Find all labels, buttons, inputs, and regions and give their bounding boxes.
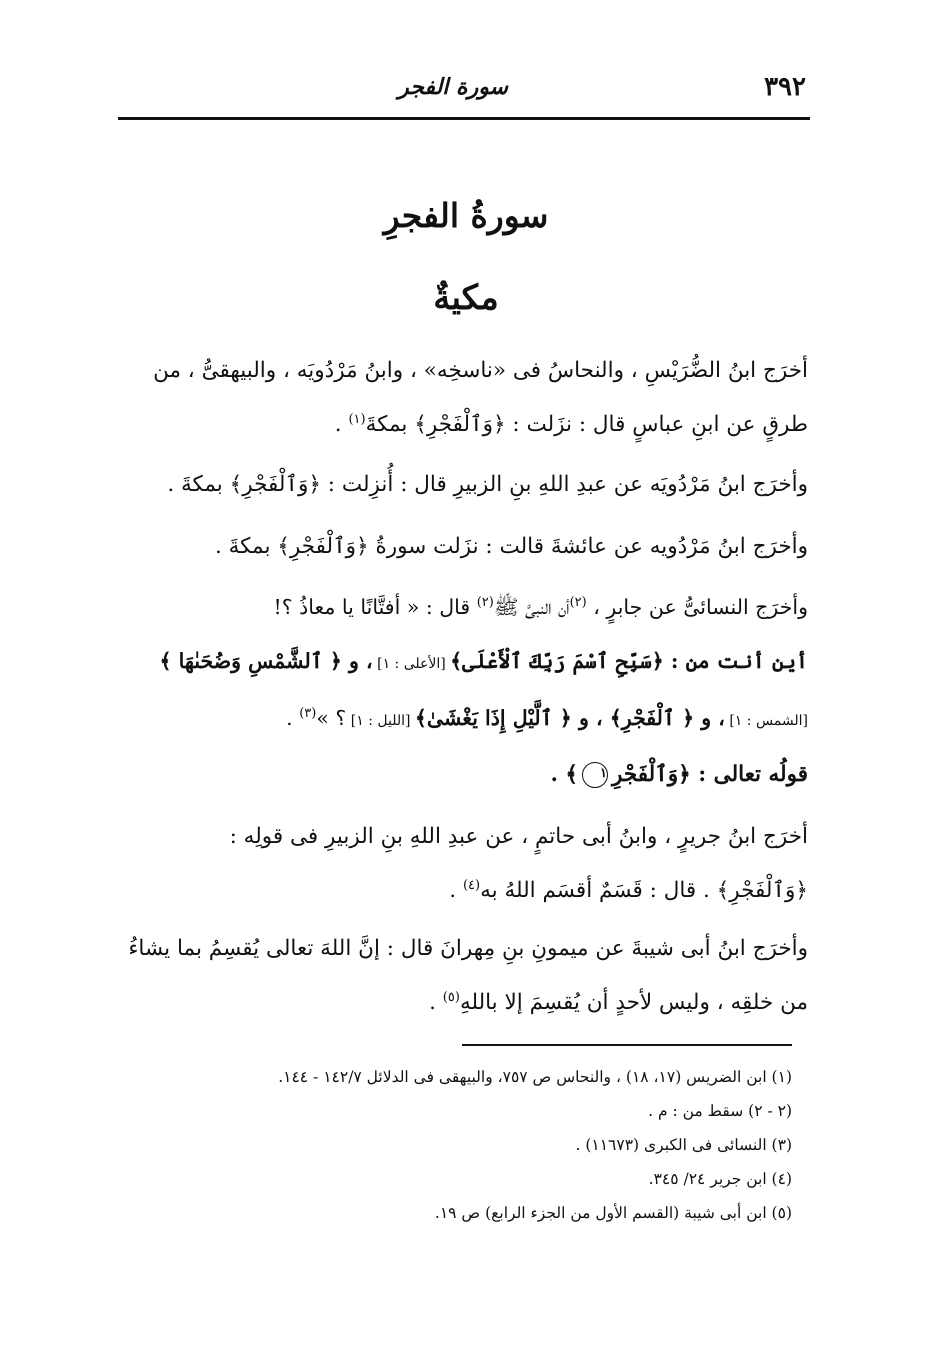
text-run: . [449, 878, 463, 903]
verse-reference: [الشمس : ١] [724, 713, 808, 729]
footnote-1: (١) ابن الضريس (١٧، ١٨) ، والنحاس ص ٧٥٧، والبيهقى فى الدلائل ١٤٢/٧ - ١٤٤. [278, 1068, 792, 1086]
paragraph-line [116, 691, 808, 748]
running-title: سورة الفجر [398, 74, 508, 100]
paragraph-line: أخرَج ابنُ الضُّرَيْسِ ، والنحاسُ فى «ناسخِه» ، وابنُ مَرْدُويَه ، والبيهقىُّ ، من [153, 358, 808, 383]
paragraph-line: وأخرَج ابنُ أبى شيبةَ عن ميمونِ بنِ مِهرانَ قال : إنَّ اللهَ تعالى يُقسِمُ بما يشاءُ [128, 936, 808, 961]
footnote-3: (٣) النسائى فى الكبرى (١١٦٧٣) . [575, 1136, 792, 1154]
text-run: قولُه تعالى : ﴿وَٱلْفَجْرِ [612, 762, 808, 787]
quran-quote: ، و ﴿ ٱلشَّمْسِ وَضُحَىٰهَا ﴾ [159, 649, 373, 673]
footnote-ref: (٥) [442, 989, 460, 1005]
paragraph-4 [116, 580, 808, 748]
footnote-2: (٢ - ٢) سقط من : م . [648, 1102, 792, 1120]
page-number: ٣٩٢ [764, 72, 806, 102]
paragraph-line [116, 398, 808, 452]
footnote-ref: (٢) [476, 595, 494, 611]
footnote-rule [462, 1044, 792, 1046]
paragraph-7 [116, 922, 808, 1030]
paragraph-2 [116, 458, 808, 512]
paragraph-line [116, 748, 808, 802]
text-run: . [429, 990, 443, 1015]
text-run: ﴿وَٱلْفَجْرِ﴾ . قال : قَسَمٌ أقسَم اللهُ به [480, 878, 808, 903]
verse-reference: [الليل : ١] [346, 713, 415, 729]
paragraph-line: وأخرَج ابنُ مَرْدُويَه عن عبدِ اللهِ بنِ الزبيرِ قال : أُنزِلت : ﴿وَٱلْفَجْرِ﴾ بمكةَ . [167, 472, 808, 497]
paragraph-3 [116, 520, 808, 574]
paragraph-6 [116, 810, 808, 918]
paragraph-line [116, 580, 808, 634]
text-run: طرقٍ عن ابنِ عباسٍ قال : نزَلت : ﴿وَٱلْفَجْرِ﴾ بمكةَ [365, 412, 808, 437]
footnote-ref: (٢) [569, 595, 587, 611]
quran-quote: ، و ﴿ ٱلْفَجْرِ﴾ ، و ﴿ ٱلَّيْلِ إِذَا يَغْشَىٰ﴾ [414, 706, 725, 730]
paragraph-line [116, 634, 808, 691]
footnote-4: (٤) ابن جرير ٢٤/ ٣٤٥. [648, 1170, 792, 1188]
paragraph-line [116, 976, 808, 1030]
text-run: قال : « أفتَّانًا يا معاذُ ؟! [273, 595, 477, 619]
text-run: ؟ » [316, 706, 347, 730]
paragraph-line: وأخرَج ابنُ مَرْدُويه عن عائشةَ قالت : نزَلت سورةُ ﴿وَٱلْفَجْرِ﴾ بمكةَ . [214, 534, 808, 559]
text-run: . [286, 706, 300, 730]
footnote-ref: (٤) [462, 877, 481, 893]
footnote-ref: (١) [348, 411, 366, 427]
paragraph-line [116, 864, 808, 918]
verse-heading [116, 748, 808, 802]
footnotes [130, 1060, 792, 1230]
footnote-ref: (٣) [299, 706, 317, 722]
chapter-subtitle: مكيةٌ [433, 278, 499, 318]
quran-quote: أين أنت من : ﴿سَبِّحِ ٱسْمَ رَبِّكَ ٱلْأَعْلَى﴾ [450, 649, 808, 673]
header-rule [118, 117, 810, 120]
footnote-5: (٥) ابن أبى شيبة (القسم الأول من الجزء الرابع) ص ١٩. [434, 1204, 792, 1222]
text-run: . [334, 412, 349, 437]
text-run: أن النبىَّ ﷺ [493, 595, 570, 619]
page-header [118, 66, 808, 110]
text-run: ﴾ . [550, 762, 579, 787]
paragraph-1 [116, 344, 808, 452]
text-run: من خلقِه ، وليس لأحدٍ أن يُقسِمَ إلا باللهِ [459, 990, 808, 1015]
paragraph-line: أخرَج ابنُ جريرٍ ، وابنُ أبى حاتمٍ ، عن عبدِ اللهِ بنِ الزبيرِ فى قولِه : [229, 824, 808, 849]
verse-reference: [الأعلى : ١] [372, 656, 451, 672]
verse-number-marker: ١ [582, 762, 608, 788]
chapter-title: سورةُ الفجرِ [383, 196, 549, 235]
text-run: وأخرَج النسائىُّ عن جابرٍ ، [593, 595, 808, 619]
